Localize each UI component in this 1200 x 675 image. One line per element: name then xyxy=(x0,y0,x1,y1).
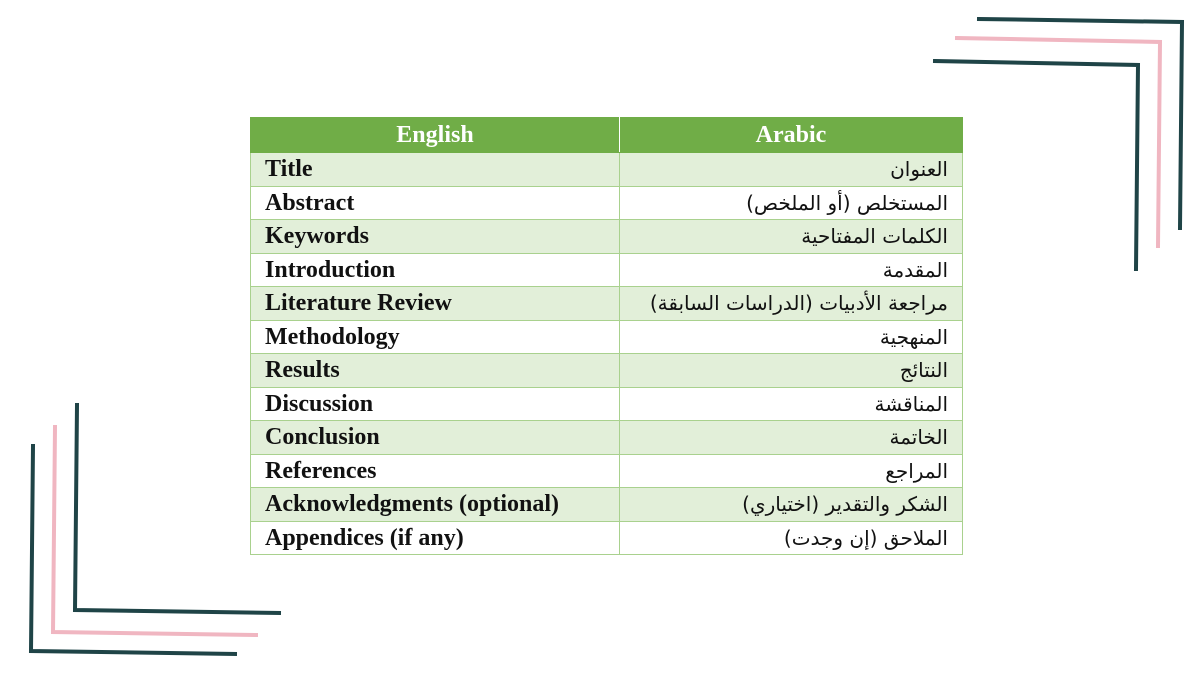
arabic-term: المراجع xyxy=(620,454,963,488)
english-term: Introduction xyxy=(251,253,620,287)
arabic-term: المستخلص (أو الملخص) xyxy=(620,186,963,220)
english-term: Literature Review xyxy=(251,287,620,321)
bottom-left-brackets xyxy=(31,405,279,654)
table-row xyxy=(251,387,963,421)
english-term: References xyxy=(251,454,620,488)
arabic-term: مراجعة الأدبيات (الدراسات السابقة) xyxy=(620,287,963,321)
arabic-term: العنوان xyxy=(620,153,963,187)
english-term: Abstract xyxy=(251,186,620,220)
english-term: Acknowledgments (optional) xyxy=(251,488,620,522)
arabic-term: الكلمات المفتاحية xyxy=(620,220,963,254)
arabic-term: النتائج xyxy=(620,354,963,388)
header-arabic: Arabic xyxy=(620,118,963,153)
bottom-left-bracket-inner xyxy=(75,405,279,613)
english-term: Discussion xyxy=(251,387,620,421)
top-right-brackets xyxy=(935,19,1182,269)
table-row xyxy=(251,320,963,354)
table-row xyxy=(251,153,963,187)
english-term: Appendices (if any) xyxy=(251,521,620,555)
table-header-row xyxy=(251,118,963,153)
arabic-term: المنهجية xyxy=(620,320,963,354)
english-term: Methodology xyxy=(251,320,620,354)
table-row xyxy=(251,521,963,555)
table-row xyxy=(251,454,963,488)
header-english: English xyxy=(251,118,620,153)
arabic-term: الخاتمة xyxy=(620,421,963,455)
top-right-bracket-pink xyxy=(957,38,1160,246)
english-term: Keywords xyxy=(251,220,620,254)
arabic-term: المناقشة xyxy=(620,387,963,421)
arabic-term: الشكر والتقدير (اختياري) xyxy=(620,488,963,522)
table-row xyxy=(251,488,963,522)
bottom-left-bracket-pink xyxy=(53,427,256,635)
table-row xyxy=(251,354,963,388)
english-term: Results xyxy=(251,354,620,388)
bottom-left-bracket-outer xyxy=(31,446,235,654)
table-row xyxy=(251,287,963,321)
table-row xyxy=(251,421,963,455)
arabic-term: المقدمة xyxy=(620,253,963,287)
table-row xyxy=(251,186,963,220)
table-row xyxy=(251,220,963,254)
english-term: Title xyxy=(251,153,620,187)
terms-table xyxy=(250,117,963,555)
top-right-bracket-inner xyxy=(935,61,1138,269)
table-row xyxy=(251,253,963,287)
english-term: Conclusion xyxy=(251,421,620,455)
terms-table-container xyxy=(250,117,962,555)
arabic-term: الملاحق (إن وجدت) xyxy=(620,521,963,555)
top-right-bracket-outer xyxy=(979,19,1182,228)
